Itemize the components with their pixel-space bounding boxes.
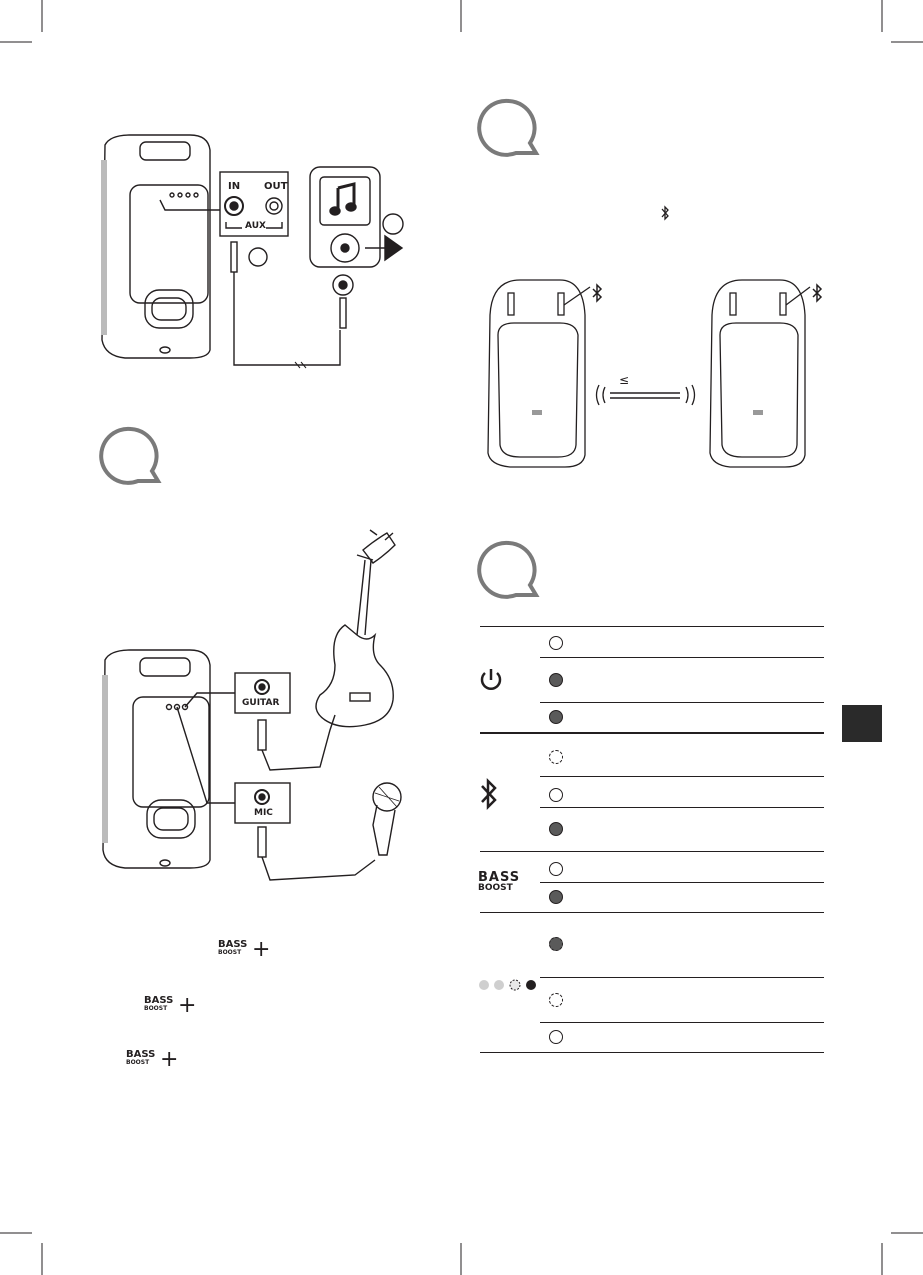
led-indicator-flashing (549, 993, 563, 1007)
speaker-aux-illustration (90, 130, 420, 380)
bluetooth-icon (660, 205, 670, 221)
table-rule (480, 912, 824, 913)
led-indicator-on (549, 673, 563, 687)
table-rule (540, 1022, 824, 1023)
table-rule (480, 732, 824, 734)
led-indicator-off (549, 788, 563, 802)
bass-boost-icon: BASS BOOST (126, 1049, 156, 1066)
power-icon (477, 666, 505, 694)
table-rule (540, 702, 824, 703)
plus-icon: + (160, 1047, 179, 1072)
table-rule (480, 851, 824, 852)
table-rule (540, 977, 824, 978)
aux-label: AUX (245, 221, 266, 231)
table-rule (540, 807, 824, 808)
led-indicator-off (549, 1030, 563, 1044)
speech-bubble-icon (476, 97, 546, 159)
bass-boost-icon: BASS BOOST (144, 995, 174, 1012)
table-rule (540, 882, 824, 883)
distance-symbol: ≤ (619, 373, 630, 387)
table-rule (480, 1052, 824, 1053)
mic-input-label: MIC (254, 808, 273, 818)
aux-out-label: OUT (264, 181, 288, 192)
speech-bubble-icon (476, 539, 546, 601)
bluetooth-icon (478, 776, 500, 812)
led-indicator-flashing (549, 750, 563, 764)
plus-icon: + (252, 937, 271, 962)
led-indicator-on (549, 710, 563, 724)
table-rule (480, 626, 824, 627)
bass-boost-icon: BASS BOOST (218, 939, 248, 956)
led-indicator-off (549, 636, 563, 650)
guitar-input-label: GUITAR (242, 698, 280, 708)
party-link-illustration (480, 275, 830, 475)
aux-in-label: IN (228, 181, 241, 192)
led-indicator-on (549, 890, 563, 904)
led-indicator-off (549, 862, 563, 876)
battery-dots-icon (477, 978, 541, 992)
table-rule (540, 657, 824, 658)
plus-icon: + (178, 993, 197, 1018)
speech-bubble-icon (98, 425, 168, 487)
side-tab (842, 705, 882, 742)
table-rule (540, 776, 824, 777)
led-indicator-flashing (549, 937, 563, 951)
led-indicator-on (549, 822, 563, 836)
bass-boost-icon: BASS BOOST (478, 870, 521, 893)
